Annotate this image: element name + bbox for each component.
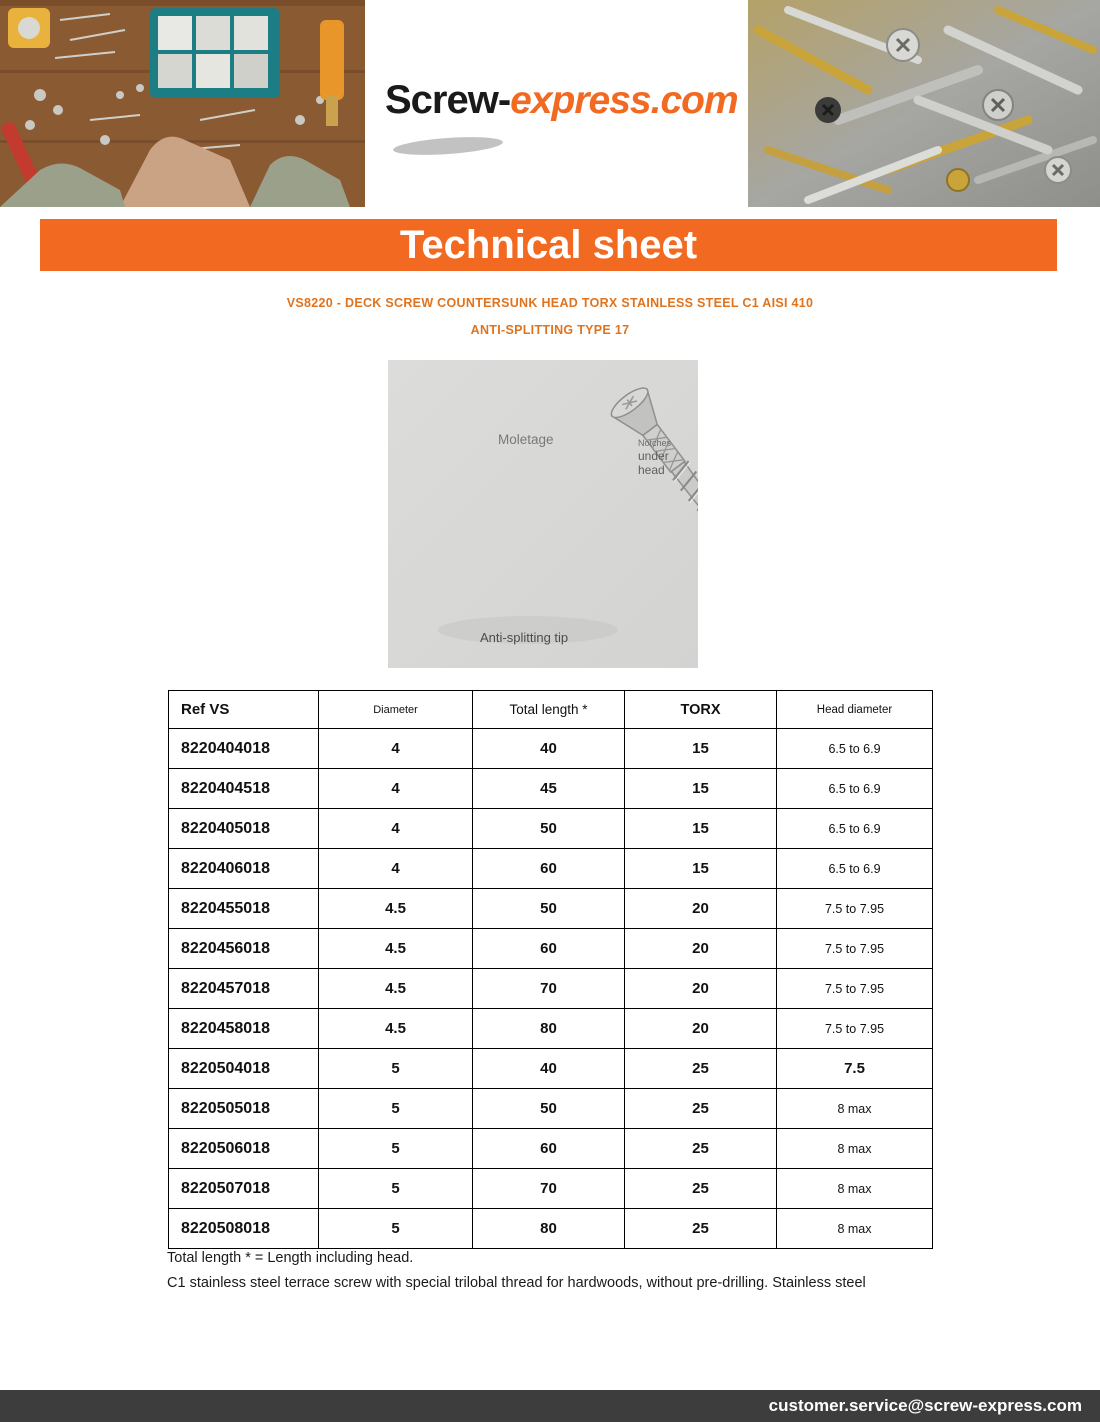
table-cell: 15: [625, 809, 777, 849]
table-cell: 8220405018: [169, 809, 319, 849]
screw-illustration: [388, 360, 698, 668]
table-cell: 8220404518: [169, 769, 319, 809]
table-cell: 5: [319, 1089, 473, 1129]
table-cell: 4.5: [319, 929, 473, 969]
contact-email-link[interactable]: customer.service@screw-express.com: [768, 1396, 1082, 1415]
table-cell: 8220457018: [169, 969, 319, 1009]
table-row: [169, 849, 933, 889]
table-cell: 15: [625, 729, 777, 769]
table-row: [169, 969, 933, 1009]
logo-text-orange: express.com: [510, 79, 738, 122]
table-cell: 5: [319, 1049, 473, 1089]
col-header-head-diameter: Head diameter: [777, 691, 933, 729]
table-cell: 20: [625, 889, 777, 929]
table-cell: 25: [625, 1169, 777, 1209]
table-cell: 80: [473, 1209, 625, 1249]
footer-bar: [0, 1390, 1100, 1422]
anti-splitting-tip-label: Anti-splitting tip: [480, 630, 569, 645]
table-cell: 8220404018: [169, 729, 319, 769]
notches-label-line3: head: [638, 463, 665, 478]
table-row: [169, 809, 933, 849]
table-cell: 25: [625, 1129, 777, 1169]
table-cell: 8220458018: [169, 1009, 319, 1049]
product-title-line2: ANTI-SPLITTING TYPE 17: [470, 323, 630, 337]
table-row: [169, 1209, 933, 1249]
brand-logo: [385, 78, 745, 123]
table-cell: 7.5: [777, 1049, 933, 1089]
table-cell: 4.5: [319, 1009, 473, 1049]
col-header-ref: Ref VS: [169, 691, 319, 729]
spec-table-head: [169, 691, 933, 729]
table-cell: 4: [319, 809, 473, 849]
table-cell: 15: [625, 769, 777, 809]
table-cell: 50: [473, 809, 625, 849]
table-row: [169, 1009, 933, 1049]
table-cell: 8220406018: [169, 849, 319, 889]
table-cell: 5: [319, 1209, 473, 1249]
table-cell: 8 max: [777, 1209, 933, 1249]
screws-photo: [748, 0, 1100, 207]
notches-label-line2: under: [638, 448, 669, 463]
table-cell: 7.5 to 7.95: [777, 969, 933, 1009]
table-cell: 60: [473, 929, 625, 969]
table-cell: 8 max: [777, 1169, 933, 1209]
table-cell: 50: [473, 889, 625, 929]
table-cell: 60: [473, 849, 625, 889]
workbench-photo: [0, 0, 365, 207]
table-cell: 20: [625, 969, 777, 1009]
table-cell: 25: [625, 1209, 777, 1249]
table-cell: 70: [473, 969, 625, 1009]
table-cell: 6.5 to 6.9: [777, 769, 933, 809]
table-cell: 60: [473, 1129, 625, 1169]
table-cell: 8220506018: [169, 1129, 319, 1169]
banner-title: Technical sheet: [399, 222, 698, 267]
table-cell: 40: [473, 1049, 625, 1089]
spec-table-body: [169, 729, 933, 1249]
table-cell: 8220507018: [169, 1169, 319, 1209]
notches-label: [638, 438, 671, 478]
table-cell: 4: [319, 769, 473, 809]
table-cell: 4.5: [319, 889, 473, 929]
table-cell: 8220456018: [169, 929, 319, 969]
col-header-diameter: Diameter: [319, 691, 473, 729]
logo-text-black: Screw-: [385, 78, 511, 122]
col-header-total-length: Total length *: [473, 691, 625, 729]
table-cell: 4: [319, 849, 473, 889]
table-row: [169, 1129, 933, 1169]
table-cell: 25: [625, 1049, 777, 1089]
col-header-torx: TORX: [625, 691, 777, 729]
table-cell: 80: [473, 1009, 625, 1049]
product-title: [0, 296, 1100, 337]
table-row: [169, 889, 933, 929]
table-cell: 6.5 to 6.9: [777, 729, 933, 769]
header-row: [169, 691, 933, 729]
table-cell: 8220508018: [169, 1209, 319, 1249]
table-cell: 8 max: [777, 1129, 933, 1169]
table-cell: 8220504018: [169, 1049, 319, 1089]
workbench-photo-art: [0, 0, 365, 207]
table-cell: 15: [625, 849, 777, 889]
screw-diagram: [388, 360, 698, 668]
table-cell: 8 max: [777, 1089, 933, 1129]
table-cell: 50: [473, 1089, 625, 1129]
table-row: [169, 769, 933, 809]
screws-photo-art: [748, 0, 1100, 207]
product-title-line1: VS8220 - DECK SCREW COUNTERSUNK HEAD TORX STAINLESS STEEL C1 AISI 410: [286, 296, 814, 310]
moletage-label: Moletage: [498, 432, 554, 447]
table-cell: 8220505018: [169, 1089, 319, 1129]
table-cell: 70: [473, 1169, 625, 1209]
logo-swoosh: [393, 134, 504, 158]
table-cell: 7.5 to 7.95: [777, 929, 933, 969]
table-cell: 7.5 to 7.95: [777, 889, 933, 929]
footnote-description: C1 stainless steel terrace screw with special trilobal thread for hardwoods, without pre-drilling. Stainless steel: [167, 1274, 866, 1291]
technical-sheet-banner: [40, 219, 1057, 271]
table-cell: 45: [473, 769, 625, 809]
table-cell: 4.5: [319, 969, 473, 1009]
footnote-total-length: Total length * = Length including head.: [167, 1250, 414, 1266]
table-cell: 6.5 to 6.9: [777, 809, 933, 849]
spec-table: [168, 690, 933, 1249]
table-cell: 6.5 to 6.9: [777, 849, 933, 889]
notches-label-line1: Notches: [638, 438, 672, 448]
table-cell: 4: [319, 729, 473, 769]
footnotes: [167, 1246, 947, 1295]
table-cell: 5: [319, 1129, 473, 1169]
table-cell: 5: [319, 1169, 473, 1209]
table-cell: 8220455018: [169, 889, 319, 929]
table-cell: 20: [625, 929, 777, 969]
table-cell: 20: [625, 1009, 777, 1049]
table-row: [169, 1089, 933, 1129]
table-cell: 7.5 to 7.95: [777, 1009, 933, 1049]
table-row: [169, 1169, 933, 1209]
logo-area: [365, 0, 748, 207]
table-cell: 40: [473, 729, 625, 769]
table-cell: 25: [625, 1089, 777, 1129]
table-row: [169, 729, 933, 769]
table-row: [169, 929, 933, 969]
table-row: [169, 1049, 933, 1089]
